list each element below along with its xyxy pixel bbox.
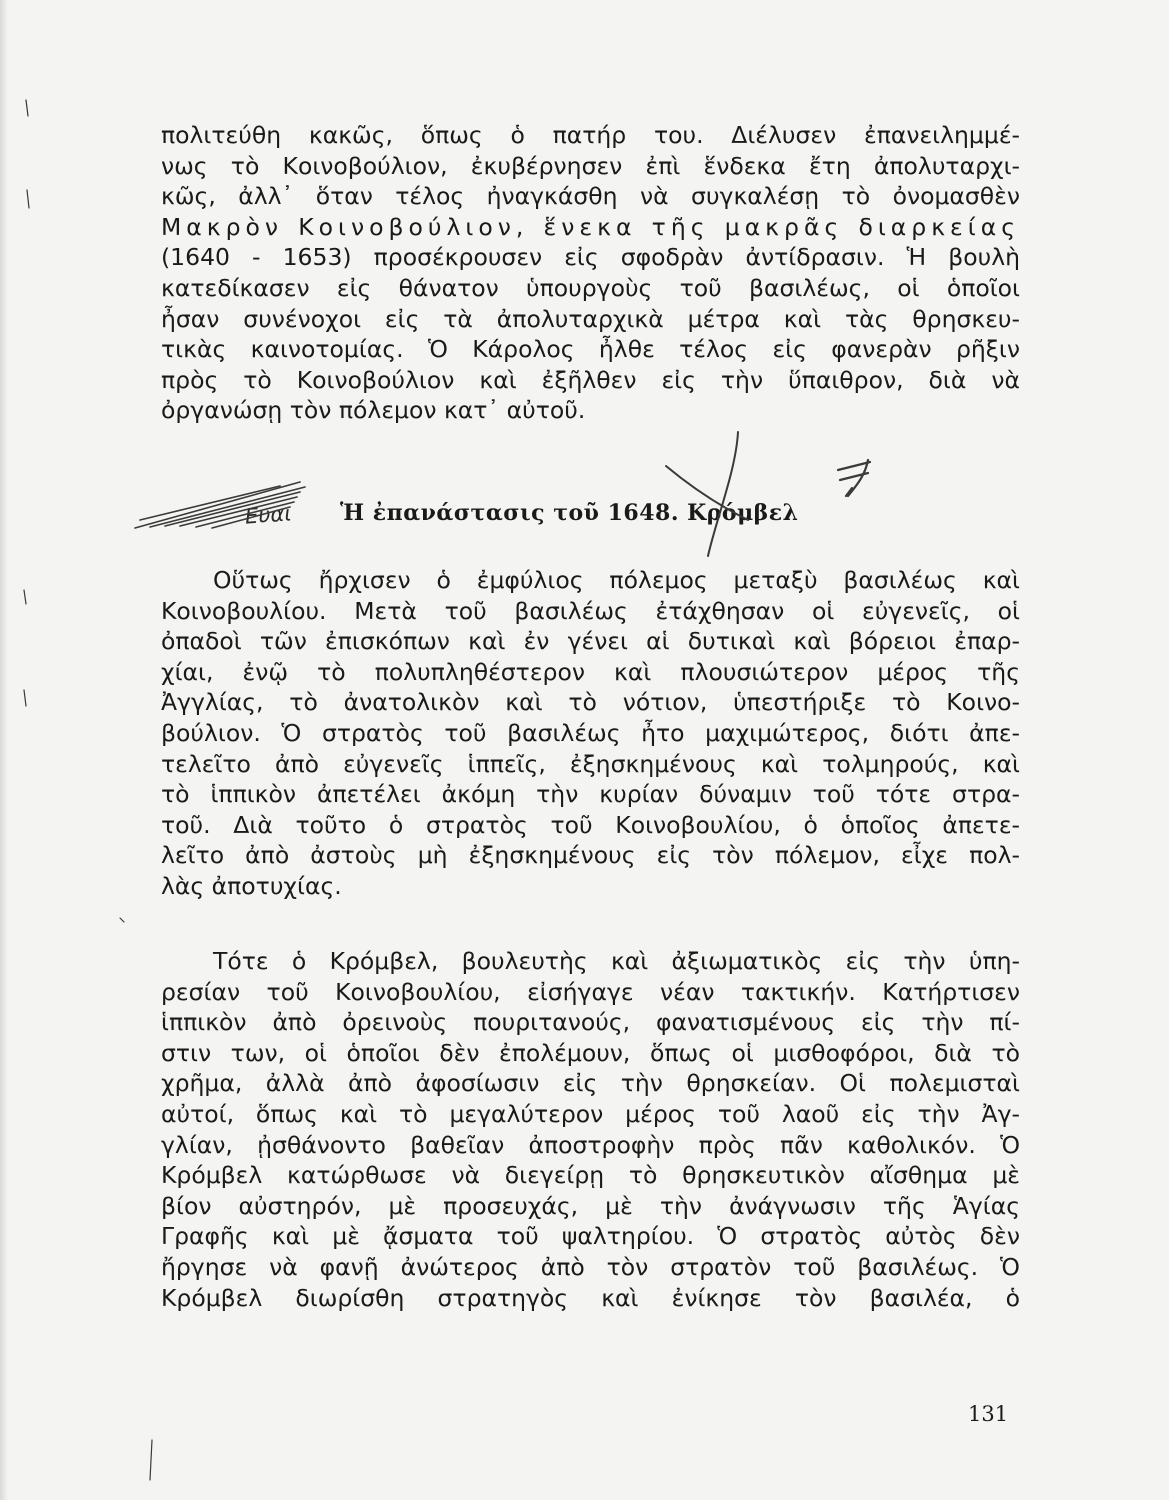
pencil-margin-tick-icon (24, 100, 152, 1480)
text-line: Κρόμβελ διωρίσθη στρατηγὸς καὶ ἐνίκησε τὸν βασιλέα, ὁ (161, 1283, 1020, 1312)
text-line: λὰς ἀποτυχίας. (161, 871, 342, 900)
text-line: τὸ ἱππικὸν ἀπετέλει ἀκόμη τὴν κυρίαν δύναμιν τοῦ τότε στρα- (161, 780, 1020, 809)
text-line: Γραφῆς καὶ μὲ ᾄσματα τοῦ ψαλτηρίου. Ὁ στρατὸς αὐτὸς δὲν (161, 1222, 1020, 1251)
text-line: ἤργησε νὰ φανῇ ἀνώτερος ἀπὸ τὸν στρατὸν τοῦ βασιλέως. Ὁ (161, 1252, 1020, 1281)
text-line: κῶς, ἀλλ᾿ ὅταν τέλος ἠναγκάσθη νὰ συγκαλέσῃ τὸ ὀνομασθὲν (161, 182, 1020, 211)
text-line: στιν των, οἱ ὁποῖοι δὲν ἐπολέμουν, ὅπως οἱ μισθοφόροι, διὰ τὸ (161, 1038, 1020, 1067)
text-line: Οὕτως ἤρχισεν ὁ ἐμφύλιος πόλεμος μεταξὺ βασιλέως καὶ (213, 566, 1020, 594)
text-line: ἦσαν συνένοχοι εἰς τὰ ἀπολυταρχικὰ μέτρα καὶ τὰς θρησκευ- (161, 304, 1020, 333)
text-line: χίαι, ἐνῷ τὸ πολυπληθέστερον καὶ πλουσιώτερον μέρος τῆς (161, 657, 1020, 686)
text-line: ὀργανώσῃ τὸν πόλεμον κατ᾿ αὐτοῦ. (161, 396, 586, 425)
page-number: 131 (968, 1402, 1009, 1426)
text-line: πρὸς τὸ Κοινοβούλιον καὶ ἐξῆλθεν εἰς τὴν ὕπαιθρον, διὰ νὰ (161, 365, 1020, 394)
text-line: ἱππικὸν ἀπὸ ὀρεινοὺς πουριτανούς, φανατισμένους εἰς τὴν πί- (161, 1008, 1020, 1037)
text-line: Μακρὸν Κοινοβούλιον, ἕνεκα τῆς μακρᾶς διαρκείας (161, 212, 1020, 241)
text-line: βίον αὐστηρόν, μὲ προσευχάς, μὲ τὴν ἀνάγνωσιν τῆς Ἁγίας (161, 1191, 1020, 1220)
text-line: ρεσίαν τοῦ Κοινοβουλίου, εἰσήγαγε νέαν τακτικήν. Κατήρτισεν (161, 977, 1020, 1006)
handwritten-margin-note: Ευαι (244, 501, 293, 529)
text-line: τελεῖτο ἀπὸ εὐγενεῖς ἱππεῖς, ἐξησκημένους καὶ τολμηρούς, καὶ (161, 749, 1020, 778)
text-line: ὀπαδοὶ τῶν ἐπισκόπων καὶ ἐν γένει αἱ δυτικαὶ καὶ βόρειοι ἐπαρ- (161, 627, 1020, 656)
text-line: Ἀγγλίας, τὸ ἀνατολικὸν καὶ τὸ νότιον, ὑπεστήριξε τὸ Κοινο- (161, 688, 1020, 717)
section-heading: Ἡ ἐπανάστασις τοῦ 1648. Κρόμβελ (340, 500, 799, 526)
pencil-cross-mark-icon (666, 432, 748, 556)
text-line: χρῆμα, ἀλλὰ ἀπὸ ἀφοσίωσιν εἰς τὴν θρησκείαν. Οἱ πολεμισταὶ (161, 1069, 1020, 1098)
text-line: (1640 - 1653) προσέκρουσεν εἰς σφοδρὰν ἀντίδρασιν. Ἡ βουλὴ (161, 243, 1020, 272)
text-line: Κοινοβουλίου. Μετὰ τοῦ βασιλέως ἐτάχθησαν οἱ εὐγενεῖς, οἱ (161, 596, 1020, 625)
text-line: γλίαν, ᾐσθάνοντο βαθεῖαν ἀποστροφὴν πρὸς πᾶν καθολικόν. Ὁ (161, 1130, 1020, 1159)
text-line: Κρόμβελ κατώρθωσε νὰ διεγείρῃ τὸ θρησκευτικὸν αἴσθημα μὲ (161, 1161, 1020, 1190)
text-line: τικὰς καινοτομίας. Ὁ Κάρολος ἦλθε τέλος εἰς φανερὰν ρῆξιν (161, 335, 1020, 364)
pencil-scribble-icon (135, 482, 305, 528)
text-line: Τότε ὁ Κρόμβελ, βουλευτὴς καὶ ἀξιωματικὸς εἰς τὴν ὑπη- (213, 947, 1020, 975)
text-line: βούλιον. Ὁ στρατὸς τοῦ βασιλέως ἦτο μαχιμώτερος, διότι ἀπε- (161, 718, 1020, 747)
text-line: πολιτεύθη κακῶς, ὅπως ὁ πατήρ του. Διέλυσεν ἐπανειλημμέ- (161, 121, 1020, 149)
text-line: νως τὸ Κοινοβούλιον, ἐκυβέρνησεν ἐπὶ ἕνδεκα ἔτη ἀπολυταρχι- (161, 151, 1020, 180)
text-line: αὐτοί, ὅπως καὶ τὸ μεγαλύτερον μέρος τοῦ λαοῦ εἰς τὴν Ἀγ- (161, 1099, 1020, 1128)
text-line: τοῦ. Διὰ τοῦτο ὁ στρατὸς τοῦ Κοινοβουλίου, ὁ ὁποῖος ἀπετε- (161, 810, 1020, 839)
text-line: λεῖτο ἀπὸ ἀστοὺς μὴ ἐξησκημένους εἰς τὸν πόλεμον, εἶχε πολ- (161, 841, 1020, 870)
text-line: κατεδίκασεν εἰς θάνατον ὑπουργοὺς τοῦ βασιλέως, οἱ ὁποῖοι (161, 273, 1020, 302)
pencil-hash-mark-icon (838, 460, 870, 496)
